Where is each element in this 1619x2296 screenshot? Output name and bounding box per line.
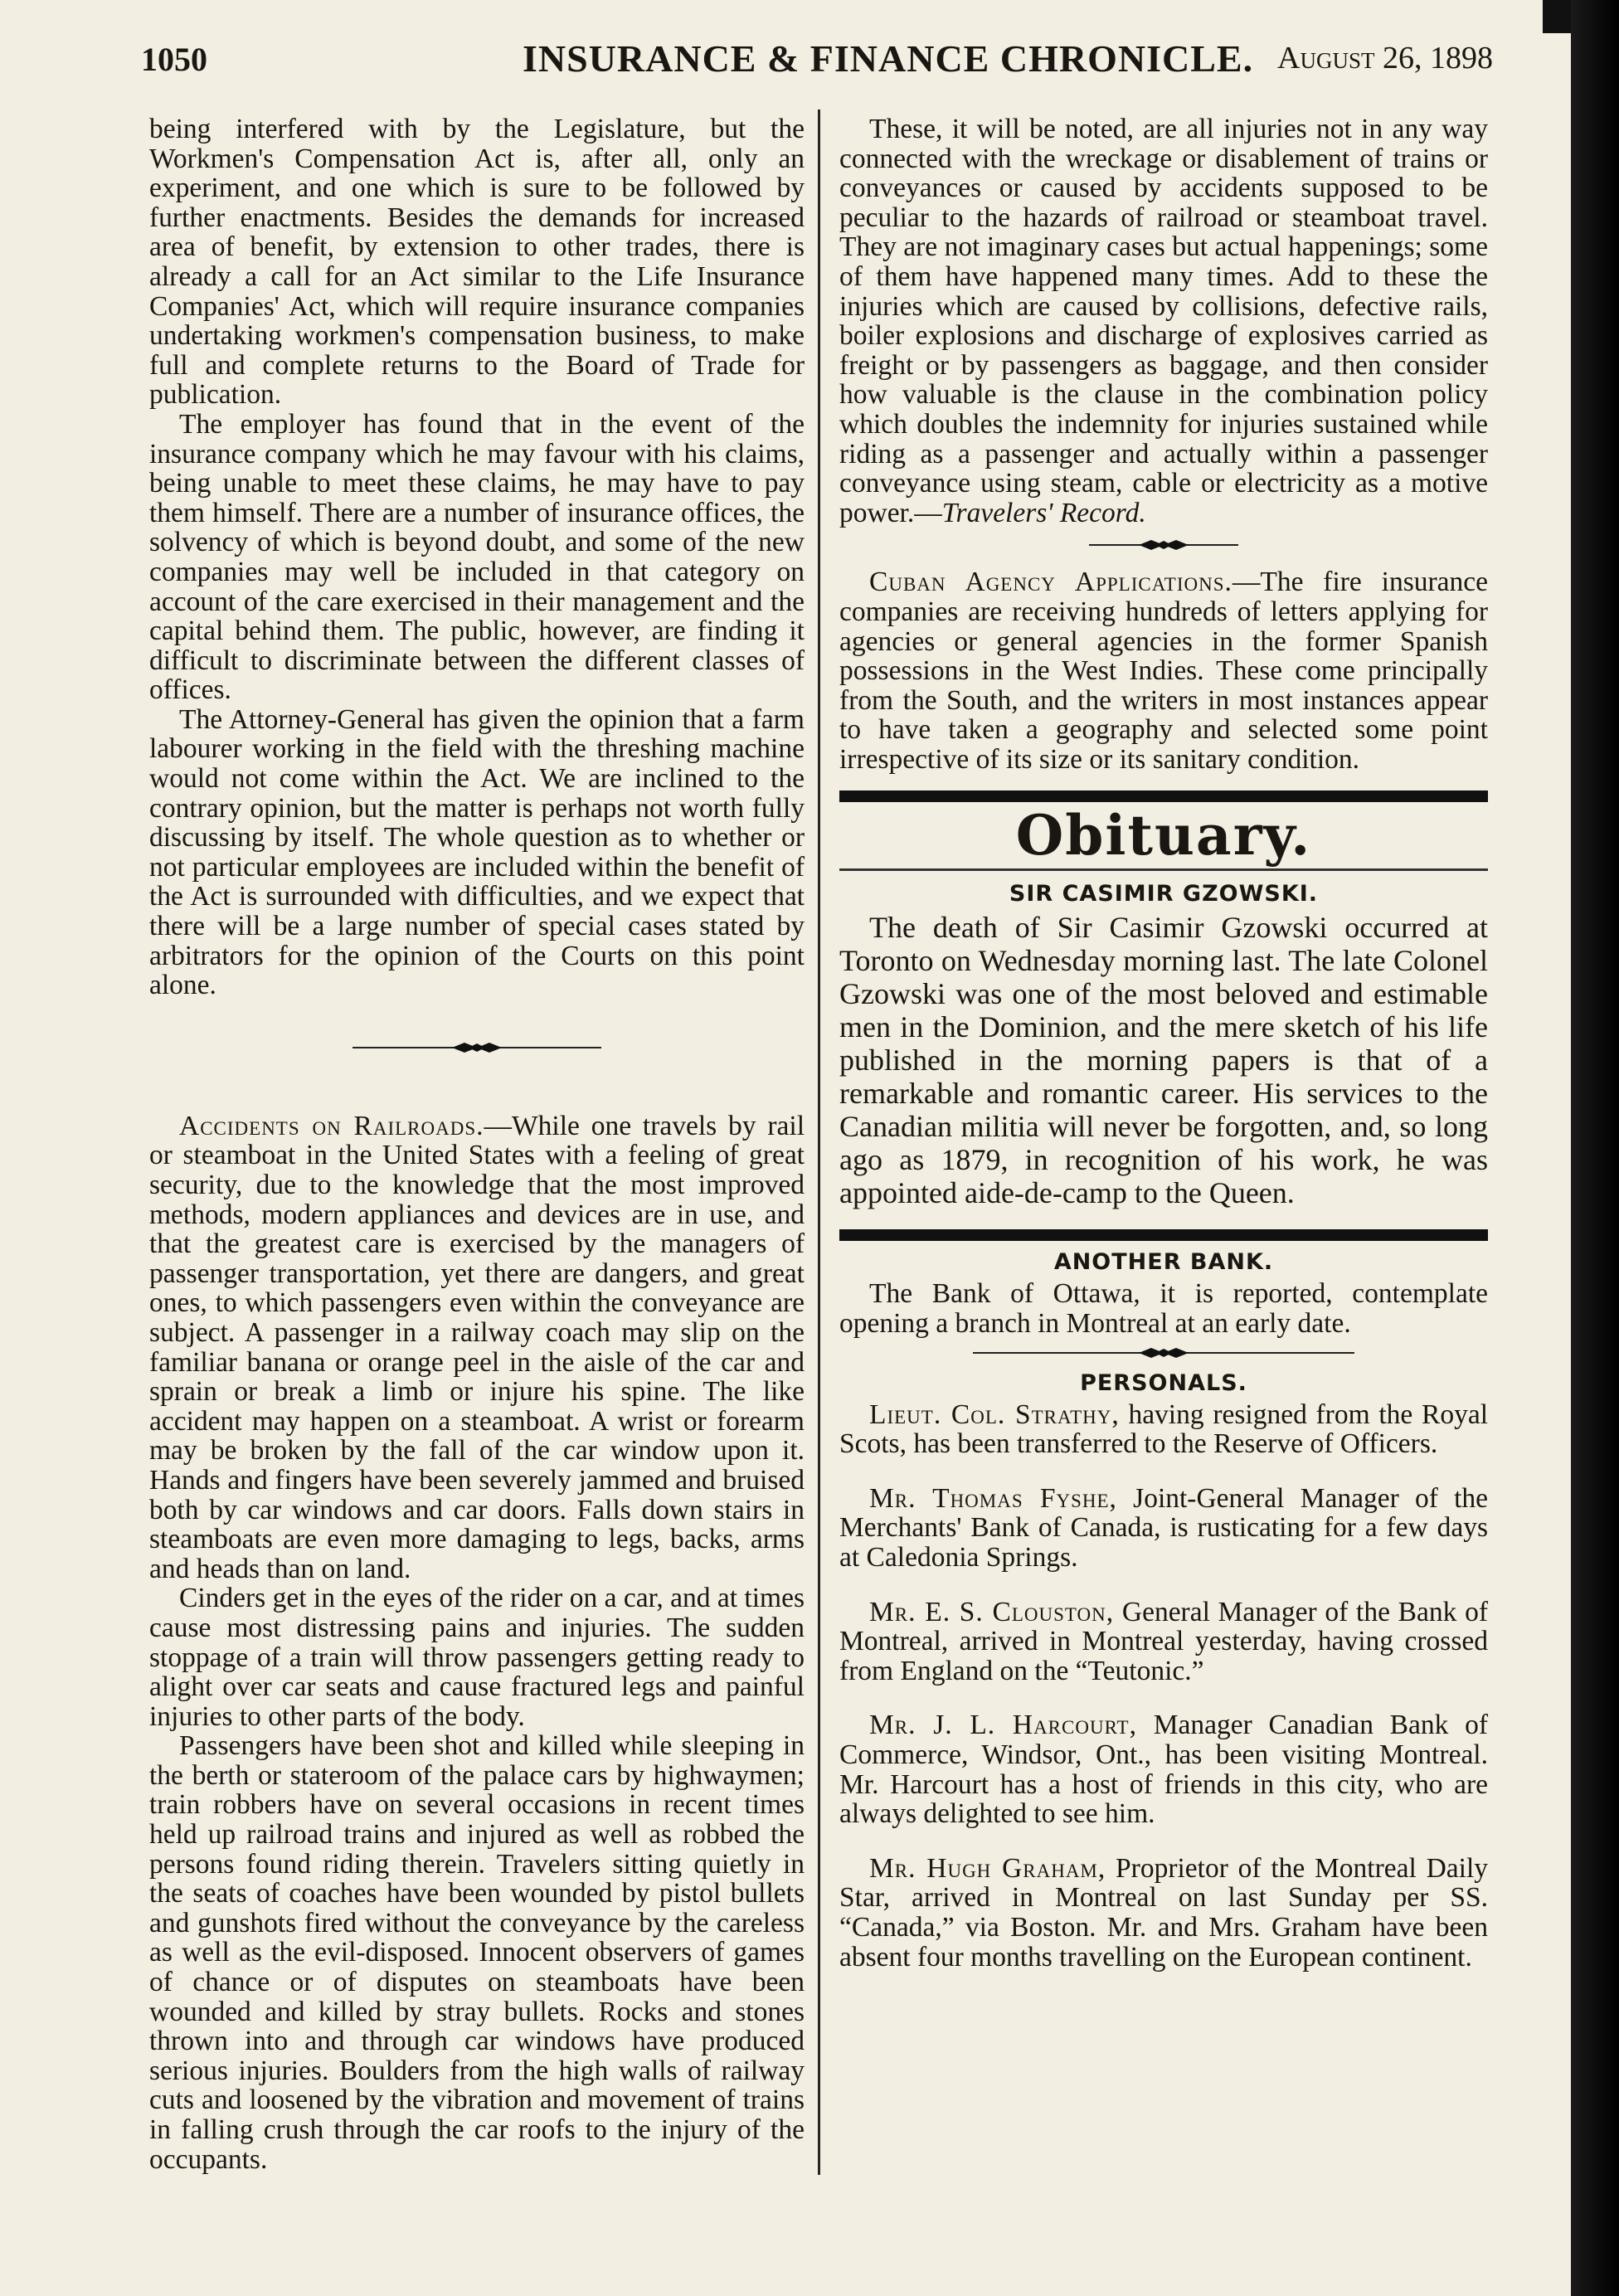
ornament-divider [352,1042,601,1053]
railroad-accidents-text-1: —While one travels by rail or steamboat in the United States with a feeling of great security, due to the knowledge that the most improved methods, modern appliances and devices are in use, and that the greatest care is exercised by the managers of passenger transportation, yet there are dangers, and great ones, to which passengers even within the conveyance are subject. A passenger in a railway coach may slip on the familiar banana or orange peel in the aisle of the car and sprain or break a limb or injure his spine. The like accident may happen on a steamboat. A wrist or forearm may be broken by the fall of the car window upon it. Hands and fingers have been severely jammed and bruised both by car windows and car doors. Falls down stairs in steamboats are even more damaging to legs, backs, arms and heads than on land. [149,1110,805,1584]
obituary-title: Obituary. [1015,803,1312,868]
heavy-rule [839,1229,1488,1241]
workmens-act-paragraph-3: The Attorney-General has given the opinion that a farm labourer working in the field with the threshing machine would not come within the Act. We are inclined to the contrary opinion, but the matter is perhaps not worth fully discussing by itself. The whole question as to whether or not particular employees are included within the benefit of the Act is surrounded with difficulties, and we expect that there will be a large number of special cases stated by arbitrators for the opinion of the Courts on this point alone. [149,703,805,1001]
workmens-act-paragraph-2: The employer has found that in the event of the insurance company which he may favour with his claims, being unable to meet these claims, he may have to pay them himself. There are a number of insurance offices, the solvency of which is beyond doubt, and some of the new companies may well be included in that category on account of the care exercised in their management and the capital behind them. The public, however, are finding it difficult to discriminate between the different classes of offices. [149,408,805,706]
railroad-accidents-paragraph-3: Passengers have been shot and killed while sleeping in the berth or stateroom of the palace cars by highwaymen; train robbers have on several occasions in recent times held up railroad trains and injured as well as robbed the persons found riding therein. Travelers sitting quietly in the seats of coaches have been wounded by pistol bullets and gunshots fired without the conveyance by the careless as well as the evil-disposed. Innocent observers of games of chance or of disputes on steamboats have been wounded and killed by stray bullets. Rocks and stones thrown into and through car windows have produced serious injuries. Boulders from the high walls of railway cuts and loosened by the vibration and movement of trains in falling crush through the car roofs to the injury of the occupants. [149,1730,805,2175]
page-number: 1050 [141,41,207,78]
personal-text: Manager Canadian Bank of Commerce, Windsor, Ont., has been visiting Montreal. Mr. Harcourt has a host of friends in this city, who are always delighted to see him. [839,1710,1489,1830]
issue-date: August 26, 1898 [1277,41,1493,75]
page-header [133,33,1493,83]
another-bank-text: The Bank of Ottawa, it is reported, contemplate opening a branch in Montreal at an early date. [839,1278,1488,1340]
heavy-rule [839,790,1488,802]
personal-item [839,1598,1488,1686]
workmens-act-paragraph-1: being interfered with by the Legislature, but the Workmen's Compensation Act is, after all, only an experiment, and one which is sure to be followed by further enactments. Besides the demands for increased area of benefit, by extension to other trades, there is already a call for an Act similar to the Life Insurance Companies' Act, which will require insurance companies undertaking workmen's compensation business, to make full and complete returns to the Board of Trade for publication. [149,114,805,411]
personal-name: Mr. J. L. Harcourt, [869,1710,1137,1741]
personal-name: Lieut. Col. Strathy, [869,1399,1120,1430]
cuban-agency-heading: Cuban Agency Applications. [869,567,1232,598]
personal-text: General Manager of the Bank of Montreal, arrived in Montreal yesterday, having crossed from England on the “Teutonic.” [839,1596,1489,1686]
personal-text: having resigned from the Royal Scots, has been transferred to the Reserve of Officers. [839,1399,1489,1460]
left-column [149,114,805,2174]
ornament-divider [973,1347,1354,1359]
cuban-agency-text: —The fire insurance companies are receiving hundreds of letters applying for agencies or general agencies in the former Spanish possessions in the West Indies. These come principally from the South, and the writers in most instances appear to have taken a geography and selected some point irrespective of its size or its sanitary condition. [839,567,1488,775]
column-divider [818,109,820,2175]
personal-name: Mr. Thomas Fyshe, [869,1482,1117,1514]
personal-item [839,1710,1488,1828]
gzowski-text: The death of Sir Casimir Gzowski occurred at Toronto on Wednesday morning last. The late Colonel Gzowski was one of the most beloved and estimable men in the Dominion, and the mere sketch of his life published in the morning papers is that of a remarkable and romantic career. His services to the Canadian militia will never be forgotten, and, so long ago as 1879, in recognition of his work, he was appointed aide-de-camp to the Queen. [839,911,1488,1210]
personal-name: Mr. Hugh Graham, [869,1852,1106,1884]
railroad-accidents-paragraph-1 [149,1112,805,1584]
cuban-agency-paragraph [839,567,1488,774]
injuries-text: These, it will be noted, are all injuries not in any way connected with the wreckage or disablement of trains or conveyances or caused by accidents supposed to be peculiar to the hazards of railroad or steamboat travel. They are not imaginary cases but actual happenings; some of them have happened many times. Add to these the injuries which are caused by collisions, defective rails, boiler explosions and discharge of explosives carried as freight or by passengers as baggage, and then consider how valuable is the clause in the combination policy which doubles the indemnity for injuries sustained while riding as a passenger and actually within a passenger conveyance using steam, cable or electricity as a motive power.— [839,114,1488,528]
railroad-accidents-heading: Accidents on Railroads. [179,1110,484,1141]
right-column [839,114,1488,1972]
injuries-paragraph [839,114,1488,528]
railroad-accidents-paragraph-2: Cinders get in the eyes of the rider on a car, and at times cause most distressing pains and injuries. The sudden stoppage of a train will throw passengers getting ready to alight over car seats and cause fractured legs and painful injuries to other parts of the body. [149,1583,805,1732]
personal-name: Mr. E. S. Clouston, [869,1596,1115,1627]
personal-text: Joint-General Manager of the Merchants' Bank of Canada, is rusticating for a few days at Caledonia Springs. [839,1482,1489,1574]
personal-item [839,1484,1488,1573]
personals-heading: PERSONALS. [1080,1369,1247,1396]
ornament-divider [1089,539,1238,551]
personal-item [839,1854,1488,1972]
publication-title: INSURANCE & FINANCE CHRONICLE. [523,37,1254,80]
gzowski-heading: SIR CASIMIR GZOWSKI. [1009,881,1319,907]
injuries-source: Travelers' Record. [941,497,1146,528]
another-bank-heading: ANOTHER BANK. [1053,1249,1274,1276]
personal-text: Proprietor of the Montreal Daily Star, arrived in Montreal on last Sunday per SS. “Canada,” via Boston. Mr. and Mrs. Graham have been absent four months travelling on the European continent. [839,1852,1489,1973]
scan-edge-right [1571,0,1619,2296]
personal-item [839,1400,1488,1459]
